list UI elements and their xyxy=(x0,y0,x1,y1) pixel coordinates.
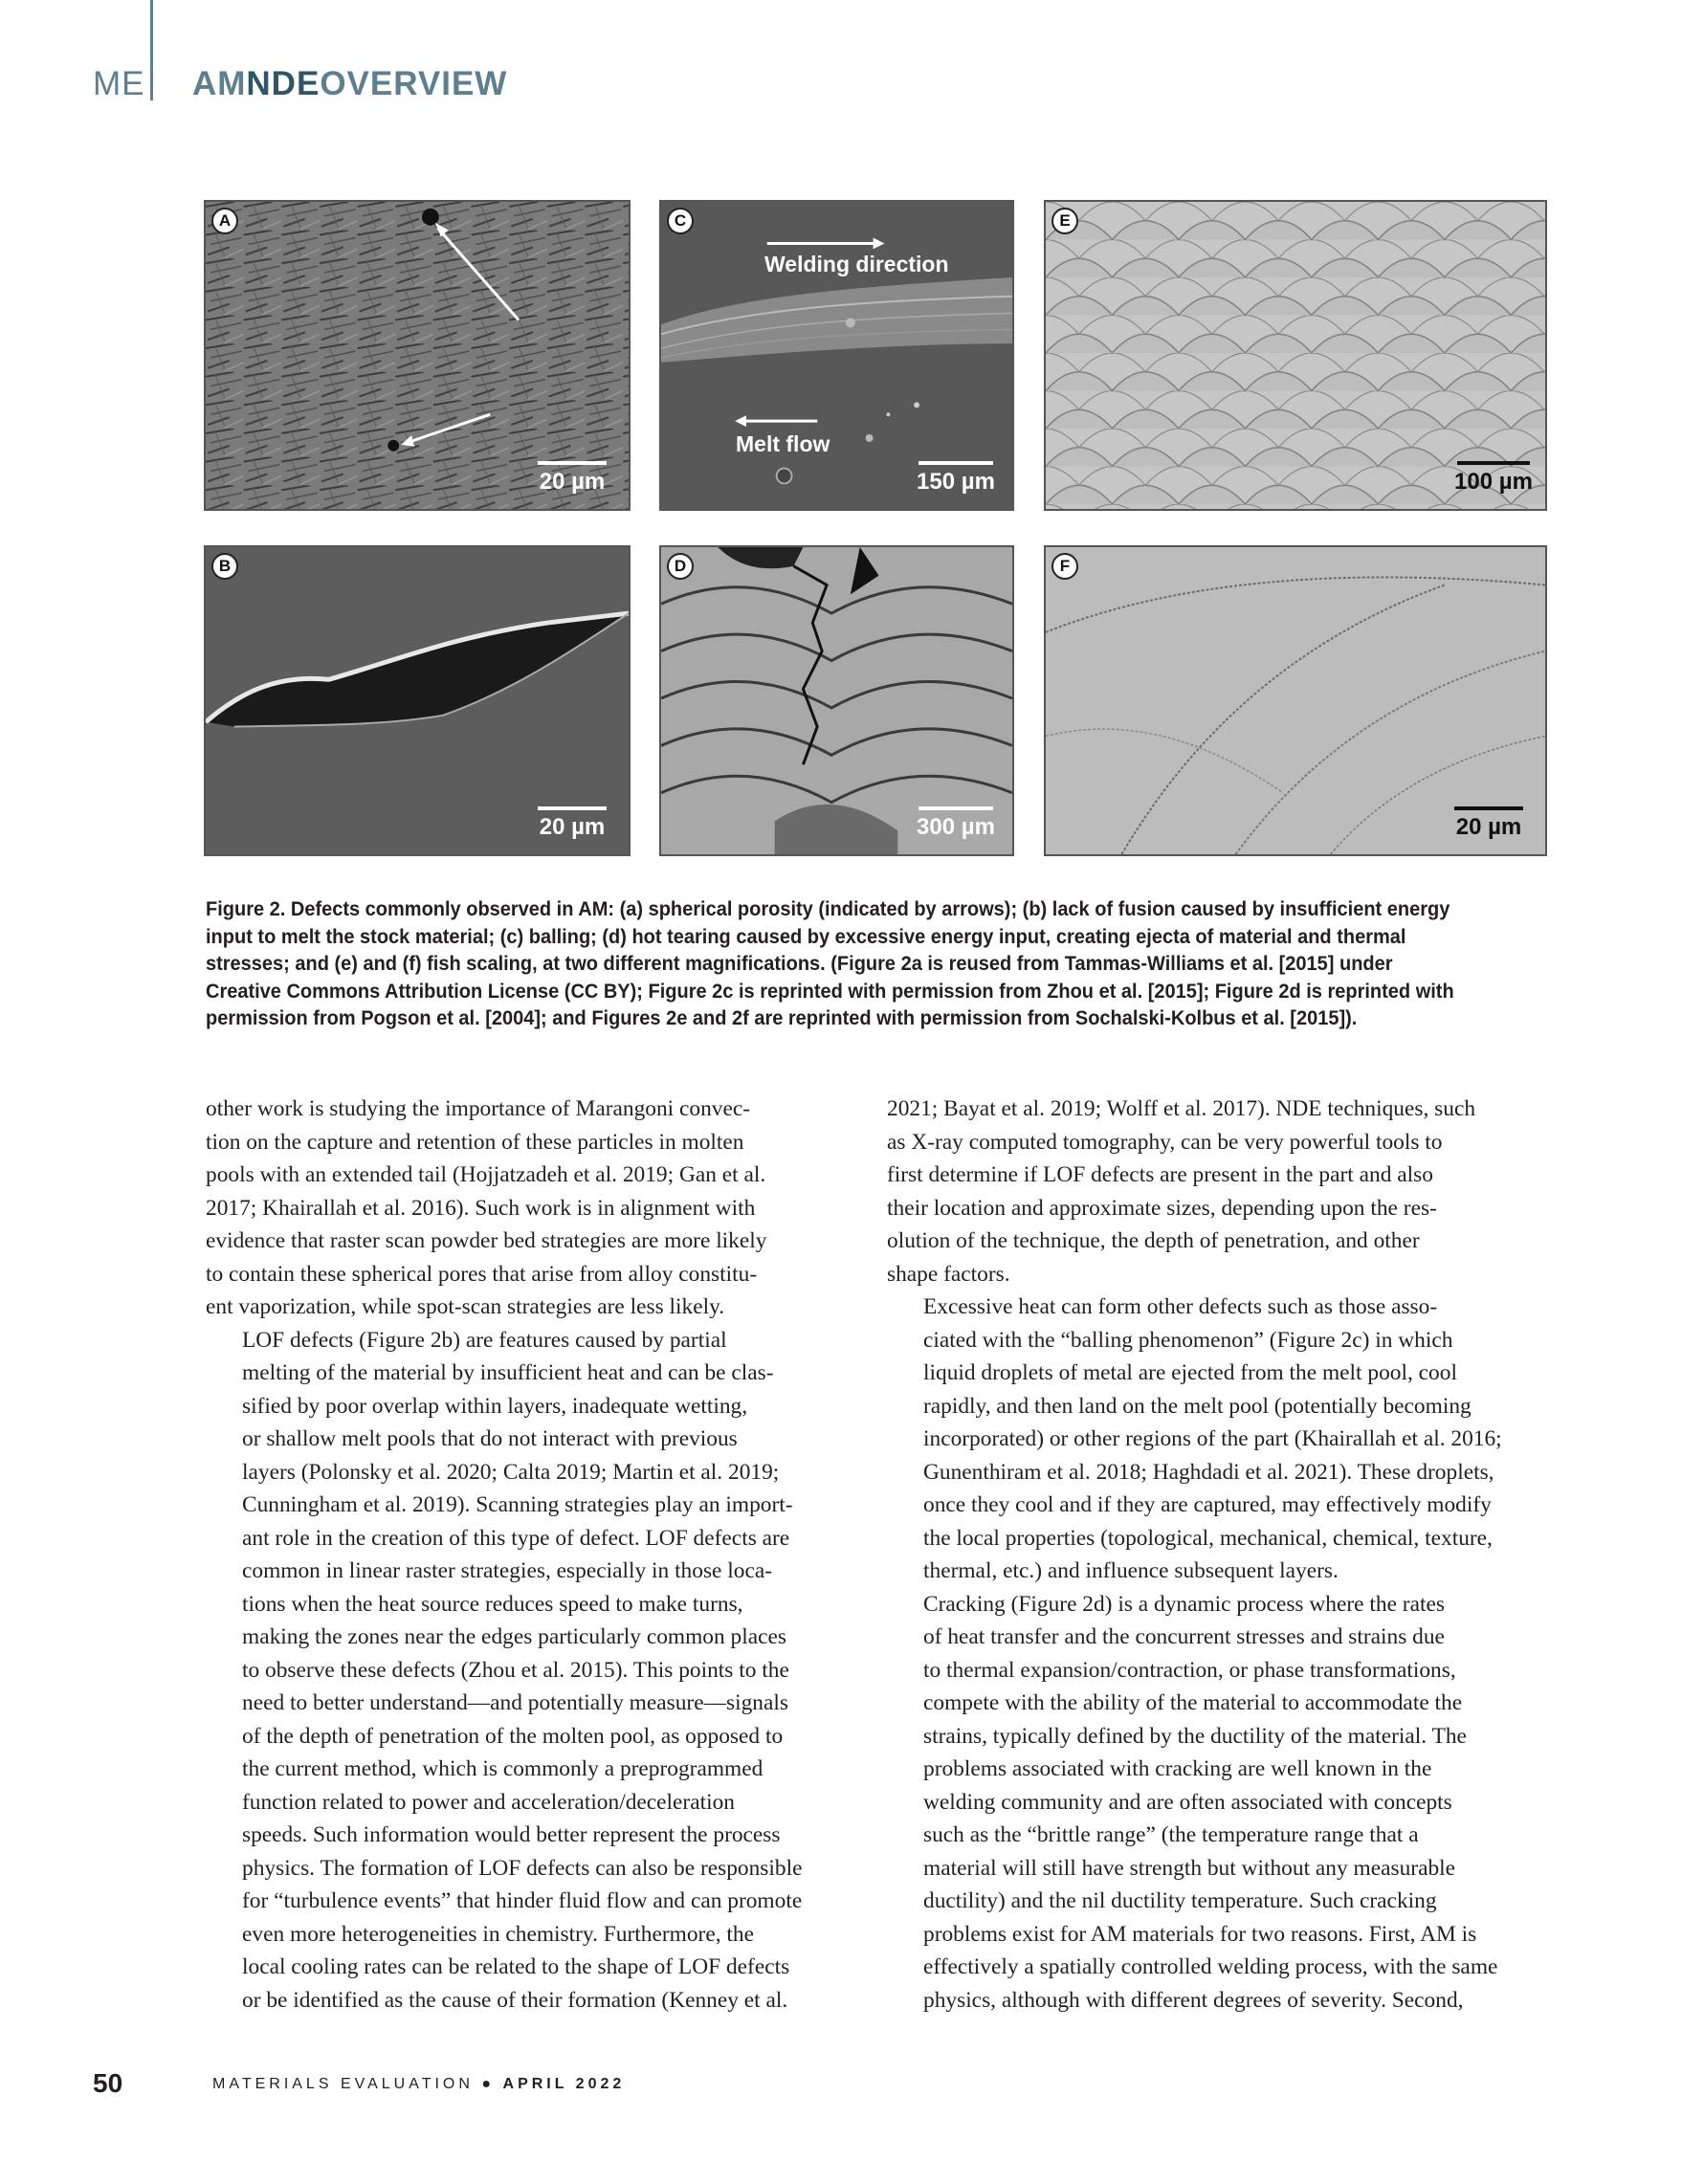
text-line: to contain these spherical pores that arise from alloy constitu- xyxy=(206,1261,758,1287)
text-line: material will still have strength but without any measurable xyxy=(923,1855,1456,1881)
text-line: ant role in the creation of this type of defect. LOF defects are xyxy=(242,1525,790,1551)
text-line: of the depth of penetration of the molten pool, as opposed to xyxy=(242,1723,784,1749)
text-line: function related to power and acceleration/deceleration xyxy=(242,1789,735,1815)
text-line: compete with the ability of the material to accommodate the xyxy=(923,1690,1463,1715)
text-line: physics, although with different degrees of severity. Second, xyxy=(923,1987,1464,2013)
panel-label-c: C xyxy=(667,208,694,234)
figure-panel-c xyxy=(659,200,1014,511)
text-line: Cunningham et al. 2019). Scanning strategies play an import- xyxy=(242,1492,793,1517)
text-line: their location and approximate sizes, depending upon the res- xyxy=(887,1195,1437,1221)
text-line: sified by poor overlap within layers, inadequate wetting, xyxy=(242,1393,748,1419)
body-paragraph xyxy=(206,1324,847,2018)
running-header xyxy=(93,65,507,103)
text-line: common in linear raster strategies, especially in those loca- xyxy=(242,1558,773,1583)
text-line: LOF defects (Figure 2b) are features caused by partial xyxy=(242,1327,727,1353)
scale-bar-e: 100 µm xyxy=(1448,461,1539,496)
scale-bar-b: 20 µm xyxy=(531,806,613,841)
text-line: shape factors. xyxy=(887,1261,1010,1287)
text-line: physics. The formation of LOF defects can also be responsible xyxy=(242,1855,803,1881)
text-line: first determine if LOF defects are present in the part and also xyxy=(887,1162,1433,1187)
text-line: melting of the material by insufficient heat and can be clas- xyxy=(242,1360,774,1385)
text-line: Gunenthiram et al. 2018; Haghdadi et al. 2021). These droplets, xyxy=(923,1459,1494,1485)
text-line: even more heterogeneities in chemistry. Furthermore, the xyxy=(242,1921,754,1947)
body-column-left xyxy=(206,1092,847,2017)
text-line: ductility) and the nil ductility temperature. Such cracking xyxy=(923,1888,1437,1913)
page-number: 50 xyxy=(93,2068,123,2098)
text-line: liquid droplets of metal are ejected from the melt pool, cool xyxy=(923,1360,1457,1385)
melt-flow-label: Melt flow xyxy=(736,431,830,456)
body-paragraph xyxy=(887,1291,1528,1588)
text-line: evidence that raster scan powder bed strategies are more likely xyxy=(206,1228,767,1253)
header-divider xyxy=(150,0,153,100)
text-line: thermal, etc.) and influence subsequent layers. xyxy=(923,1558,1339,1583)
text-line: or shallow melt pools that do not interact with previous xyxy=(242,1426,738,1451)
text-line: ent vaporization, while spot-scan strategies are less likely. xyxy=(206,1294,725,1319)
figure-panel-a xyxy=(204,200,631,511)
welding-direction-label: Welding direction xyxy=(764,252,949,276)
body-column-right xyxy=(887,1092,1528,2017)
panel-label-a: A xyxy=(211,208,238,234)
text-line: to observe these defects (Zhou et al. 2015). This points to the xyxy=(242,1657,789,1683)
text-line: such as the “brittle range” (the temperature range that a xyxy=(923,1822,1419,1847)
text-line: the current method, which is commonly a preprogrammed xyxy=(242,1756,764,1781)
text-line: 2017; Khairallah et al. 2016). Such work is in alignment with xyxy=(206,1195,756,1221)
text-line: problems associated with cracking are well known in the xyxy=(923,1756,1432,1781)
figure-panel-b xyxy=(204,545,631,856)
text-line: once they cool and if they are captured, may effectively modify xyxy=(923,1492,1492,1517)
section-title: AMNDEOVERVIEW xyxy=(191,65,508,102)
text-line: rapidly, and then land on the melt pool (potentially becoming xyxy=(923,1393,1472,1419)
text-line: welding community and are often associated with concepts xyxy=(923,1789,1452,1815)
text-line: of heat transfer and the concurrent stresses and strains due xyxy=(923,1624,1445,1649)
text-line: need to better understand—and potentially measure—signals xyxy=(242,1690,788,1715)
text-line: effectively a spatially controlled welding process, with the same xyxy=(923,1954,1498,1979)
body-paragraph xyxy=(887,1092,1528,1291)
text-line: strains, typically defined by the ductility of the material. The xyxy=(923,1723,1467,1749)
text-line: ciated with the “balling phenomenon” (Figure 2c) in which xyxy=(923,1327,1453,1353)
text-line: to thermal expansion/contraction, or phase transformations, xyxy=(923,1657,1456,1683)
text-line: speeds. Such information would better represent the process xyxy=(242,1822,781,1847)
text-line: or be identified as the cause of their formation (Kenney et al. xyxy=(242,1987,788,2013)
text-line: tion on the capture and retention of these particles in molten xyxy=(206,1129,744,1155)
text-line: the local properties (topological, mechanical, chemical, texture, xyxy=(923,1525,1493,1551)
journal-footer: MATERIALS EVALUATION ● APRIL 2022 xyxy=(212,2076,626,2092)
text-line: other work is studying the importance of Marangoni convec- xyxy=(206,1096,751,1121)
text-line: layers (Polonsky et al. 2020; Calta 2019; Martin et al. 2019; xyxy=(242,1459,780,1485)
text-line: as X-ray computed tomography, can be very powerful tools to xyxy=(887,1129,1443,1155)
panel-label-f: F xyxy=(1051,553,1078,580)
text-line: problems exist for AM materials for two reasons. First, AM is xyxy=(923,1921,1477,1947)
text-line: for “turbulence events” that hinder fluid flow and can promote xyxy=(242,1888,803,1913)
text-line: tions when the heat source reduces speed to make turns, xyxy=(242,1591,743,1617)
panel-label-b: B xyxy=(211,553,238,580)
text-line: pools with an extended tail (Hojjatzadeh et al. 2019; Gan et al. xyxy=(206,1162,766,1187)
panel-label-e: E xyxy=(1051,208,1078,234)
figure-panel-e xyxy=(1044,200,1547,511)
panel-label-d: D xyxy=(667,553,694,580)
text-line: incorporated) or other regions of the part (Khairallah et al. 2016; xyxy=(923,1426,1502,1451)
text-line: Cracking (Figure 2d) is a dynamic process where the rates xyxy=(923,1591,1445,1617)
figure-caption: Figure 2. Defects commonly observed in AM: (a) spherical porosity (indicated by arrows); (b) lack of fusion caused by insufficient energy input to melt the stock material; (c) balling; (d) hot tearing caused by excessive energy input, creating ejecta of material and thermal stresses; and (e) and (f) fish scaling, at two different magnifications. (Figure 2a is reused from Tammas-Williams et al. [2015] under Creative Commons Attribution License (CC BY); Figure 2c is reprinted with permission from Zhou et al. [2015]; Figure 2d is reprinted with permission from Pogson et al. [2004]; and Figures 2e and 2f are reprinted with permission from Sochalski-Kolbus et al. [2015]). xyxy=(206,897,1454,1029)
text-line: making the zones near the edges particularly common places xyxy=(242,1624,786,1649)
scale-bar-f: 20 µm xyxy=(1448,806,1530,841)
text-line: olution of the technique, the depth of penetration, and other xyxy=(887,1228,1420,1253)
text-line: 2021; Bayat et al. 2019; Wolff et al. 2017). NDE techniques, such xyxy=(887,1096,1476,1121)
body-paragraph xyxy=(206,1092,847,1324)
body-paragraph xyxy=(887,1588,1528,2018)
text-line: local cooling rates can be related to the shape of LOF defects xyxy=(242,1954,790,1979)
journal-abbrev: ME xyxy=(93,65,145,102)
scale-bar-d: 300 µm xyxy=(910,806,1002,841)
scale-bar-c: 150 µm xyxy=(910,461,1002,496)
figure-panel-d xyxy=(659,545,1014,856)
figure-panel-f xyxy=(1044,545,1547,856)
text-line: Excessive heat can form other defects such as those asso- xyxy=(923,1294,1438,1319)
scale-bar-a: 20 µm xyxy=(531,461,613,496)
